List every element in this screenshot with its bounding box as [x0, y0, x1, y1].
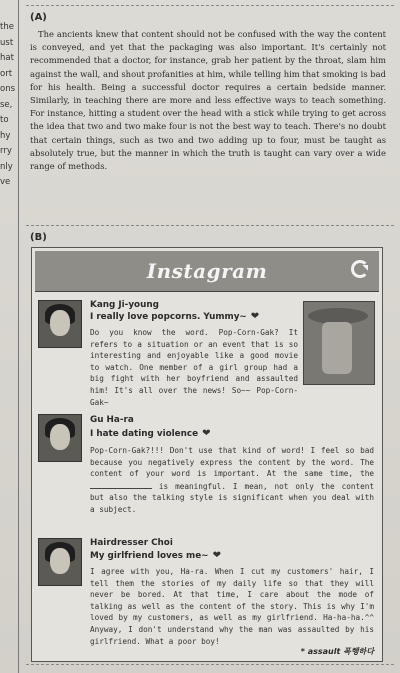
instagram-panel	[31, 247, 383, 662]
fragment: ons	[0, 84, 16, 94]
post-body: Do you know the word. Pop-Corn-Gak? It refers to a situation or an event that is so interesting and enjoyable like a good movie to watch. One member of a girl group had a big fight with her boyfriend and assaulted him! It's all over the news! So~~ Pop-Corn-Gak~	[90, 328, 298, 407]
divider	[26, 5, 394, 6]
post	[36, 538, 378, 658]
heart-icon: ❤	[212, 550, 221, 561]
post-author: Gu Ha-ra	[90, 415, 134, 425]
post-body-end: is meaningful. I mean, not only the content but also the talking style is significant when you deal with a subject.	[90, 481, 374, 514]
post-body	[90, 445, 374, 516]
refresh-icon[interactable]	[351, 260, 369, 278]
post	[36, 414, 378, 532]
avatar	[38, 538, 82, 586]
heart-icon: ❤	[250, 311, 260, 322]
divider	[26, 225, 394, 226]
avatar	[38, 414, 82, 462]
status-text: My girlfriend loves me~	[90, 551, 209, 561]
status-text: I hate dating violence	[90, 429, 199, 439]
instagram-header	[35, 251, 379, 292]
post-status	[90, 551, 223, 561]
fragment: the	[0, 22, 14, 32]
fragment: ust	[0, 37, 14, 48]
avatar	[38, 300, 82, 348]
left-column-fragments	[0, 20, 16, 191]
post-body: I agree with you, Ha-ra. When I cut my customers' hair, I tell them the stories of my daily life so that they will never be bored. At that time, I care about the mode of talking as well as the content of the story. This is why I'm loved by my customers, as well as my girlfriend. Ha-ha-ha.^^ Anyway, I don't understand why the man was assaulted by his girlfriend. What a poor boy!	[90, 567, 374, 646]
status-text: I really love popcorns. Yummy~	[90, 312, 247, 322]
post-body-start: Pop-Corn-Gak?!!! Don't use that kind of word! I feel so bad because you negatively express the content by the word. The content of your word is important. At the same time, the	[90, 446, 374, 479]
fragment: se,	[0, 99, 13, 110]
fragment: hy	[0, 130, 11, 141]
section-a-label: (A)	[30, 12, 47, 23]
fragment: hat	[0, 53, 14, 63]
divider	[26, 664, 394, 665]
post-photo	[303, 301, 375, 385]
fragment: ort	[0, 68, 13, 79]
fragment: nly	[0, 161, 13, 172]
section-a-paragraph: The ancients knew that content should not be confused with the way the content is conveyed, and yet that the packaging was also important. It's certainly not recommended that a doctor, for instance, grab her patient by the throat, slam him against the wall, and shout profanities at him, while telling him that smoking is bad for his health. Being a successful doctor requires a certain bedside manner. Similarly, in teaching there are more and less effective ways to teach something. For instance, hitting a student over the head with a stick while trying to get across the idea that two and two make four is not the best way to teach. There's no doubt that certain things, such as two and two adding up to four, must be taught as absolutely true, but the manner in which the truth is taught can vary over a wide range of methods.	[30, 29, 386, 172]
fragment: ve	[0, 177, 11, 187]
answer-blank[interactable]	[90, 480, 152, 489]
heart-icon: ❤	[202, 428, 211, 439]
section-b-label: (B)	[30, 232, 47, 243]
post-status	[90, 312, 261, 322]
column-divider	[18, 0, 19, 673]
post-status	[90, 429, 212, 439]
fragment: rry	[0, 146, 12, 156]
footnote: * assault 폭행하다	[300, 647, 374, 656]
app-title: Instagram	[146, 259, 268, 283]
post-author: Kang Ji-young	[90, 300, 159, 310]
fragment: to	[0, 115, 9, 125]
post-author: Hairdresser Choi	[90, 538, 173, 548]
